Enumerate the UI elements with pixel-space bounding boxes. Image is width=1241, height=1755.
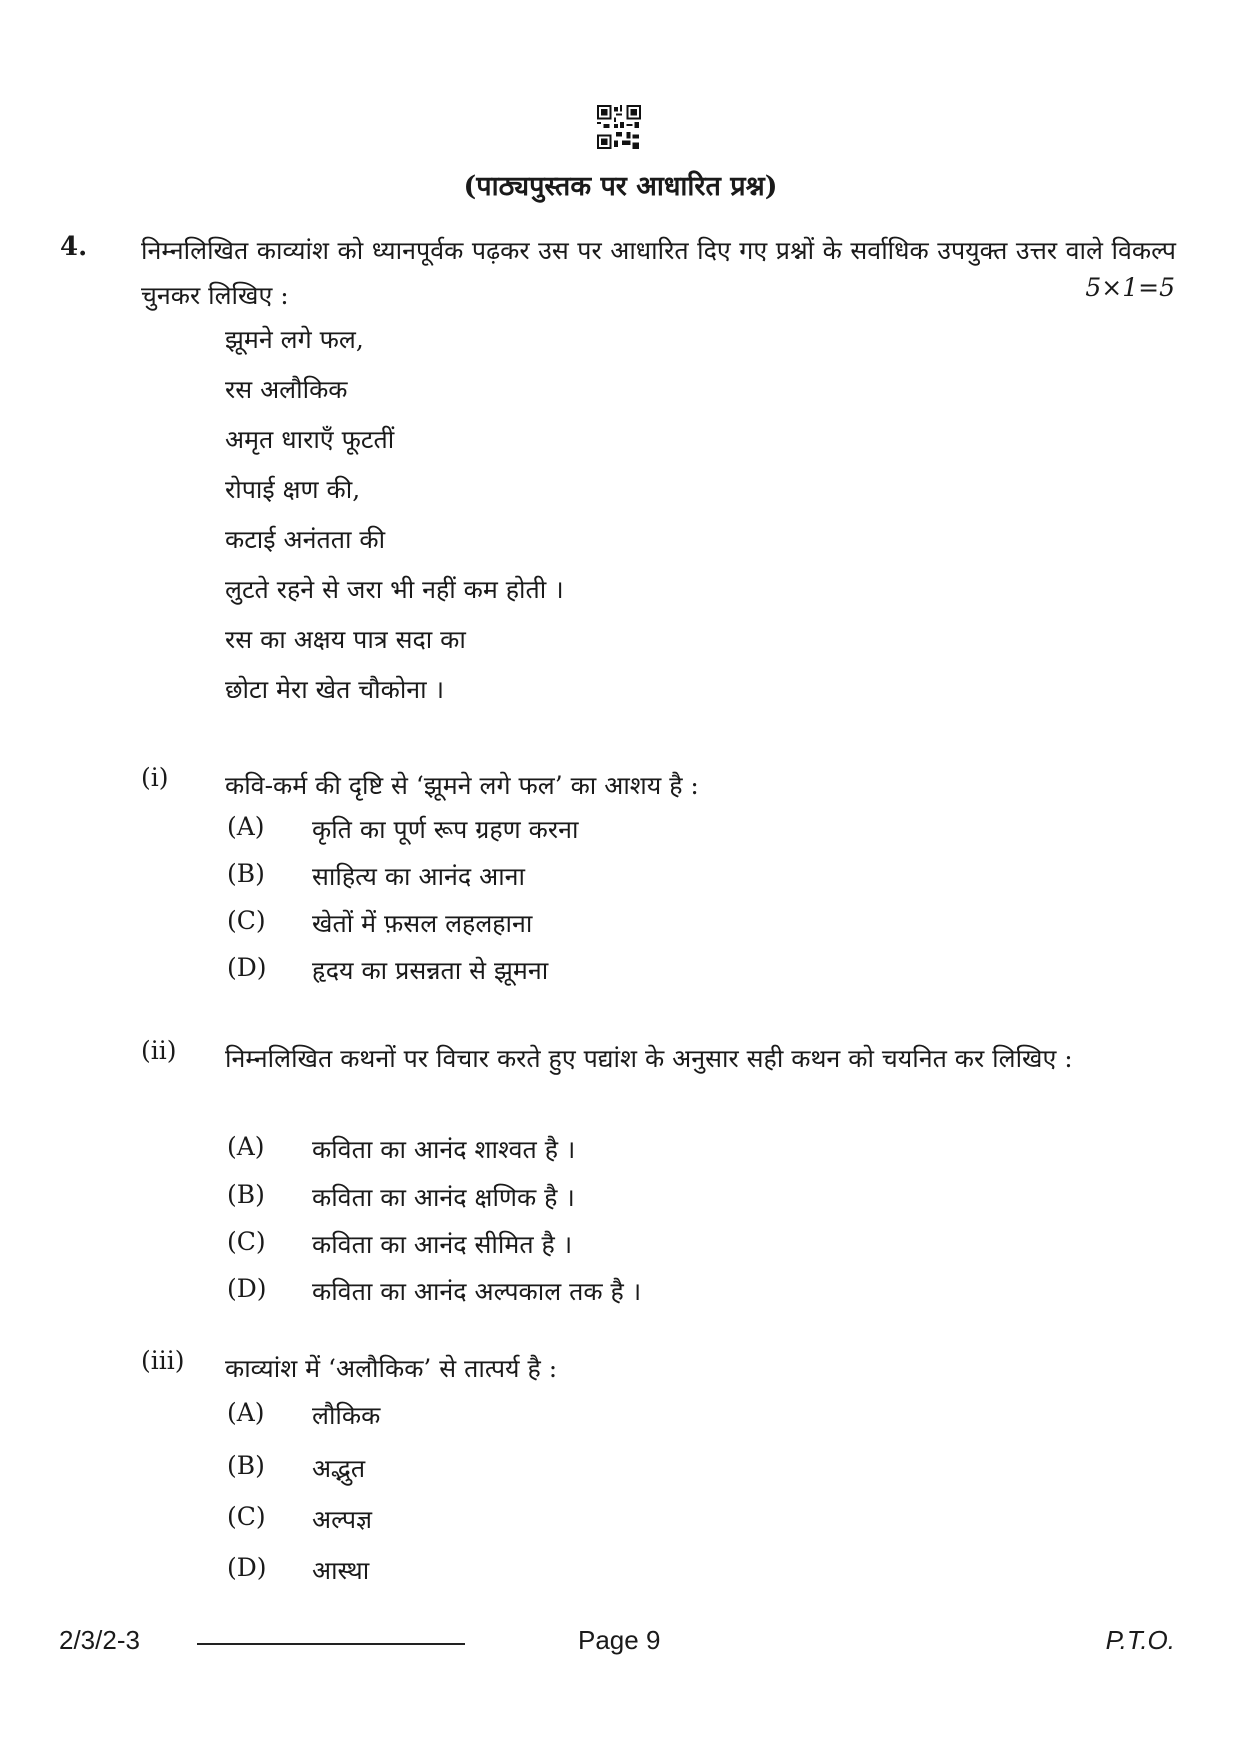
paper-code: 2/3/2-3	[59, 1625, 140, 1655]
option-text: आस्था	[312, 1556, 370, 1585]
poem-line: रस का अक्षय पात्र सदा का	[225, 625, 466, 654]
option-text: हृदय का प्रसन्नता से झूमना	[312, 956, 549, 985]
qr-code-icon	[597, 105, 641, 149]
option-label: (B)	[227, 1180, 265, 1209]
option-label: (A)	[227, 812, 265, 841]
option-label: (D)	[227, 1274, 267, 1303]
option-label: (D)	[227, 1553, 267, 1582]
subquestion-number: (ii)	[141, 1036, 177, 1065]
option-label: (C)	[227, 1227, 266, 1256]
subquestion-number: (iii)	[141, 1346, 185, 1375]
subquestion-stem: कवि-कर्म की दृष्टि से ‘झूमने लगे फल’ का आशय है :	[225, 771, 699, 800]
option-text: खेतों में फ़सल लहलहाना	[312, 909, 533, 938]
subquestion-stem: काव्यांश में ‘अलौकिक’ से तात्पर्य है :	[225, 1354, 558, 1383]
question-marks: 5×1=5	[1085, 273, 1175, 302]
poem-line: रस अलौकिक	[225, 375, 348, 404]
option-label: (B)	[227, 1451, 265, 1480]
option-text: लौकिक	[312, 1401, 381, 1430]
option-text: कृति का पूर्ण रूप ग्रहण करना	[312, 815, 579, 844]
option-text: कविता का आनंद शाश्वत है ।	[312, 1135, 576, 1164]
option-text: कविता का आनंद सीमित है ।	[312, 1230, 573, 1259]
option-label: (A)	[227, 1132, 265, 1161]
section-title: (पाठ्यपुस्तक पर आधारित प्रश्न)	[463, 171, 778, 202]
poem-block	[225, 318, 564, 718]
poem-line: छोटा मेरा खेत चौकोना ।	[225, 675, 445, 704]
option-text: अद्भुत	[312, 1454, 366, 1483]
question-number: 4.	[60, 232, 88, 262]
page-number: Page 9	[578, 1625, 661, 1655]
subquestion-stem: निम्नलिखित कथनों पर विचार करते हुए पद्यांश के अनुसार सही कथन को चयनित कर लिखिए :	[225, 1044, 1073, 1073]
poem-line: कटाई अनंतता की	[225, 525, 386, 554]
pto-label: P.T.O.	[1105, 1625, 1175, 1655]
poem-line: लुटते रहने से जरा भी नहीं कम होती ।	[225, 575, 564, 604]
footer-rule	[197, 1643, 465, 1645]
option-text: कविता का आनंद क्षणिक है ।	[312, 1183, 575, 1212]
poem-line: अमृत धाराएँ फूटतीं	[225, 425, 395, 454]
option-label: (C)	[227, 1502, 266, 1531]
option-text: साहित्य का आनंद आना	[312, 862, 525, 891]
option-label: (C)	[227, 906, 266, 935]
option-label: (B)	[227, 859, 265, 888]
question-instruction: निम्नलिखित काव्यांश को ध्यानपूर्वक पढ़कर उस पर आधारित दिए गए प्रश्नों के सर्वाधिक उपयुक्त उत्तर वाले विकल्प चुनकर लिखिए :	[141, 236, 1176, 310]
option-text: अल्पज्ञ	[312, 1505, 373, 1534]
option-label: (A)	[227, 1398, 265, 1427]
poem-line: रोपाई क्षण की,	[225, 475, 361, 504]
option-label: (D)	[227, 953, 267, 982]
subquestion-number: (i)	[141, 763, 169, 792]
poem-line: झूमने लगे फल,	[225, 325, 364, 354]
option-text: कविता का आनंद अल्पकाल तक है ।	[312, 1277, 642, 1306]
